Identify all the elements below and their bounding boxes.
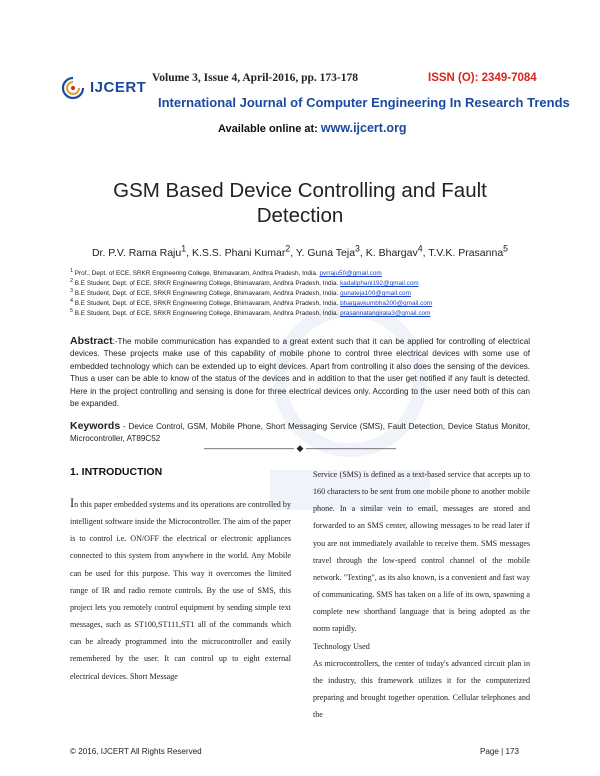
affiliation-line: $^3$ B.E Student, Dept. of ECE, SRKR Engineering College, Bhimavaram, Andhra Pradesh, India. gunateja100@gmail.com	[70, 288, 411, 298]
dropcap: I	[70, 496, 75, 510]
email-link[interactable]: prasannatangirala3@gmail.com	[340, 310, 431, 318]
keywords-label: Keywords	[70, 420, 121, 432]
section-divider: —————————— ◆ ——————————	[204, 443, 396, 453]
section-heading: 1. INTRODUCTION	[70, 466, 163, 478]
author-name: K. Bhargav	[365, 246, 418, 259]
paper-title	[0, 178, 600, 228]
available-online	[218, 121, 407, 135]
issn: ISSN (O): 2349-7084	[428, 72, 537, 84]
affiliations	[70, 268, 550, 318]
ijcert-logo-text: IJCERT	[90, 79, 147, 96]
intro-text: n this paper embedded systems and its operations are controlled by intelligent software inside the Microcontroller. The aim of the paper is to control i.e. ON/OFF the electrical or electronic appliances connected to this system from anywhere in the world. Any Mobile can be used for this purpose. This way it overcomes the limited range of IR and radio remote controls. By the use of SMS, this project lets you remotely control equipment by sending simple text messages, such as ST100,ST111,ST1 all of the commands which can be already programmed into the microcontroller and easily remembered by the user. It can control up to eight external electrical devices. Short Message	[70, 500, 291, 681]
author-sup: 1	[181, 243, 187, 253]
subheading-technology: Technology Used	[313, 641, 370, 651]
keywords	[70, 420, 530, 446]
author: K. Bhargav$^4$,	[365, 243, 429, 259]
author: Dr. P.V. Rama Raju$^1$,	[91, 243, 192, 259]
abstract-label: Abstract	[70, 335, 113, 347]
copyright: © 2016, IJCERT All Rights Reserved	[70, 747, 202, 756]
author-name: Dr. P.V. Rama Raju	[91, 246, 182, 259]
author-sup: 5	[503, 243, 509, 253]
abstract-text: :-The mobile communication has expanded to a great extent such that it can be applied for controlling of electrical devices. These projects make use of this capability of mobile phone to control three electrical devices with some use of embedded technology which can be extended up to eight devices. Apart from controlling it also does the sensing of the devices. Thus a user can be able to know of the status of the devices and in addition to that the user get notified if any fault is detected. Here in the project controlling and sensing is done for three electrical devices only. According to the user need both of this can be expanded.	[70, 337, 530, 409]
affiliation-line: $^2$ B.E Student, Dept. of ECE, SRKR Engineering College, Bhimavaram, Andhra Pradesh, India. kadaliphani192@gmail.com	[70, 278, 419, 288]
column-right	[313, 466, 530, 723]
sms-paragraph: Service (SMS) is defined as a text-based service that accepts up to 160 characters to be sent from one mobile phone to another mobile phone. In a similar vein to email, messages are stored and forwarded to an SMS center, allowing messages to be read later if you are not immediately available to receive them. SMS messages travel through the low-speed control channel of the mobile network. "Texting", as its also known, is a convenient and fast way of communicating. SMS has taken on a life of its own, spawning a complete new shorthand language that is being adopted as the norm rapidly.	[313, 470, 530, 634]
author-name: Y. Guna Teja	[295, 246, 356, 259]
keywords-text: - Device Control, GSM, Mobile Phone, Short Messaging Service (SMS), Fault Detection, Device Status Monitor, Microcontroller, AT89C52	[70, 422, 530, 444]
intro-paragraph	[70, 495, 291, 685]
author-sup: 3	[355, 243, 360, 253]
affiliation-line: $^5$ B.E Student, Dept. of ECE, SRKR Engineering College, Bhimavaram, Andhra Pradesh, India. prasannatangirala3@gmail.com	[70, 308, 431, 318]
author-sup: 2	[285, 243, 291, 253]
email-link[interactable]: bhargavkumbha200@gmail.com	[340, 300, 433, 308]
tech-paragraph: As microcontrollers, the center of today's advanced circuit plan in the industry, this framework utilizes it for the computerized preparing and brought together operation. Cellular telephones and the	[313, 658, 530, 720]
page-number: Page | 173	[480, 747, 520, 756]
email-link[interactable]: pvrraju50@gmail.com	[319, 270, 382, 278]
author-name: K.S.S. Phani Kumar	[191, 246, 286, 259]
title-line-1: GSM Based Device Controlling and Fault	[113, 179, 487, 202]
author: K.S.S. Phani Kumar$^2$,	[191, 243, 296, 259]
author	[428, 243, 509, 259]
author-list	[0, 243, 600, 259]
abstract	[70, 335, 530, 410]
affiliation-line: $^4$ B.E Student, Dept. of ECE, SRKR Engineering College, Bhimavaram, Andhra Pradesh, India. bhargavkumbha200@gmail.com	[70, 298, 433, 308]
author: Y. Guna Teja$^3$,	[295, 243, 366, 259]
available-prefix: Available online at:	[218, 123, 321, 135]
ijcert-logo-icon	[60, 76, 86, 100]
author-name: T.V.K. Prasanna	[428, 246, 504, 259]
journal-name: International Journal of Computer Engineering In Research Trends	[158, 95, 570, 110]
volume-line: Volume 3, Issue 4, April-2016, pp. 173-178	[152, 72, 358, 84]
email-link[interactable]: kadaliphani192@gmail.com	[340, 280, 419, 288]
author-sup: 4	[417, 243, 423, 253]
title-line-2: Detection	[256, 204, 344, 227]
column-left	[70, 466, 291, 685]
email-link[interactable]: gunateja100@gmail.com	[340, 290, 411, 298]
journal-url-link[interactable]: www.ijcert.org	[320, 121, 407, 135]
affiliation-line: $^1$ Prof., Dept. of ECE, SRKR Engineering College, Bhimavaram, Andhra Pradesh, India. pvrraju50@gmail.com	[70, 268, 382, 278]
